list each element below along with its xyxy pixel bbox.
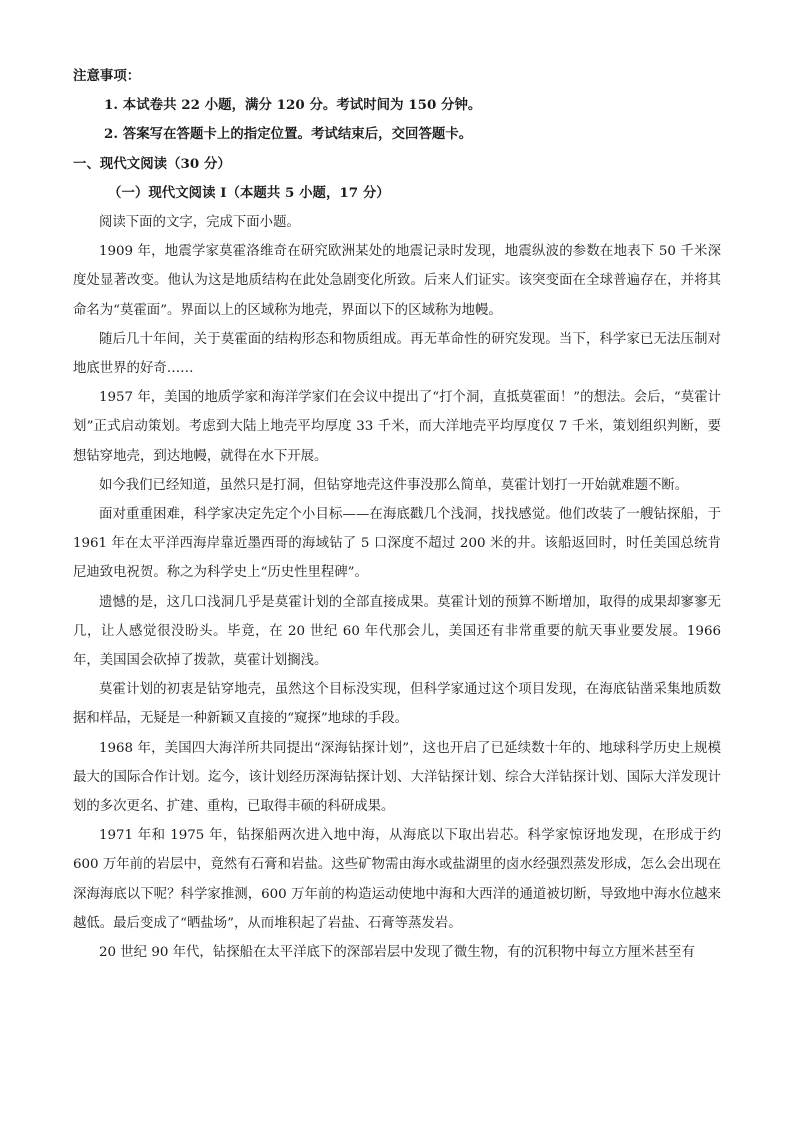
exam-page bbox=[73, 62, 721, 967]
passage-paragraph-7: 莫霍计划的初衷是钻穿地壳，虽然这个目标没实现，但科学家通过这个项目发现，在海底钻凿采集地质数据和样品，无疑是一种新颖又直接的“窥探”地球的手段。 bbox=[73, 682, 721, 727]
notice-item-1: 1. 本试卷共 22 小题，满分 120 分。考试时间为 150 分钟。 bbox=[104, 97, 482, 114]
section-subheading: （一）现代文阅读 I（本题共 5 小题，17 分） bbox=[108, 184, 390, 201]
passage-paragraph-4: 如今我们已经知道，虽然只是打洞，但钻穿地壳这件事没那么简单，莫霍计划打一开始就难题不断。 bbox=[99, 477, 689, 493]
section-heading: 一、现代文阅读（30 分） bbox=[73, 155, 231, 172]
passage-paragraph-9: 1971 年和 1975 年，钻探船两次进入地中海，从海底以下取出岩芯。科学家惊讶地发现，在形成于约 600 万年前的岩层中，竟然有石膏和岩盐。这些矿物需由海水或盐湖里的卤水经强烈蒸发形成，怎么会出现在深海海底以下呢？科学家推测，600 万年前的构造运动使地中海和大西洋的通道被切断，导致地中海水位越来越低。最后变成了“晒盐场”，从而堆积起了岩盐、石膏等蒸发岩。 bbox=[73, 828, 721, 931]
notice-item-2: 2. 答案写在答题卡上的指定位置。考试结束后，交回答题卡。 bbox=[104, 126, 473, 143]
passage-paragraph-1: 1909 年，地震学家莫霍洛维奇在研究欧洲某处的地震记录时发现，地震纵波的参数在地表下 50 千米深度处显著改变。他认为这是地质结构在此处急剧变化所致。后来人们证实。该突变面在全球普遍存在，并将其命名为“莫霍面”。界面以上的区域称为地壳，界面以下的区域称为地幔。 bbox=[73, 244, 721, 318]
instruction-text: 阅读下面的文字，完成下面小题。 bbox=[99, 214, 300, 230]
notice-title: 注意事项： bbox=[73, 68, 141, 84]
passage-paragraph-6: 遗憾的是，这几口浅洞几乎是莫霍计划的全部直接成果。莫霍计划的预算不断增加，取得的成果却寥寥无几，让人感觉很没盼头。毕竟，在 20 世纪 60 年代那会儿，美国还有非常重要的航天事业要发展。1966 年，美国国会砍掉了拨款，莫霍计划搁浅。 bbox=[73, 594, 721, 668]
reading-passage bbox=[73, 208, 721, 967]
passage-paragraph-2: 随后几十年间，关于莫霍面的结构形态和物质组成。再无革命性的研究发现。当下，科学家已无法压制对地底世界的好奇…… bbox=[73, 331, 721, 376]
passage-paragraph-5: 面对重重困难，科学家决定先定个小目标——在海底戳几个浅洞，找找感觉。他们改装了一艘钻探船，于 1961 年在太平洋西海岸靠近墨西哥的海域钻了 5 口深度不超过 200 米的井。该船返回时，时任美国总统肯尼迪致电祝贺。称之为科学史上“历史性里程碑”。 bbox=[73, 506, 721, 581]
passage-paragraph-8: 1968 年，美国四大海洋所共同提出“深海钻探计划”，这也开启了已延续数十年的、地球科学历史上规模最大的国际合作计划。迄今，该计划经历深海钻探计划、大洋钻探计划、综合大洋钻探计划、国际大洋发现计划的多次更名、扩建、重构，已取得丰硕的科研成果。 bbox=[73, 740, 721, 814]
passage-paragraph-3: 1957 年，美国的地质学家和海洋学家们在会议中提出了“打个洞，直抵莫霍面！”的想法。会后，“莫霍计划”正式启动策划。考虑到大陆上地壳平均厚度 33 千米，而大洋地壳平均厚度仅 7 千米，策划组织判断，要想钻穿地壳，到达地幔，就得在水下开展。 bbox=[73, 390, 721, 464]
passage-paragraph-10: 20 世纪 90 年代，钻探船在太平洋底下的深部岩层中发现了微生物，有的沉积物中每立方厘米甚至有 bbox=[99, 945, 695, 961]
